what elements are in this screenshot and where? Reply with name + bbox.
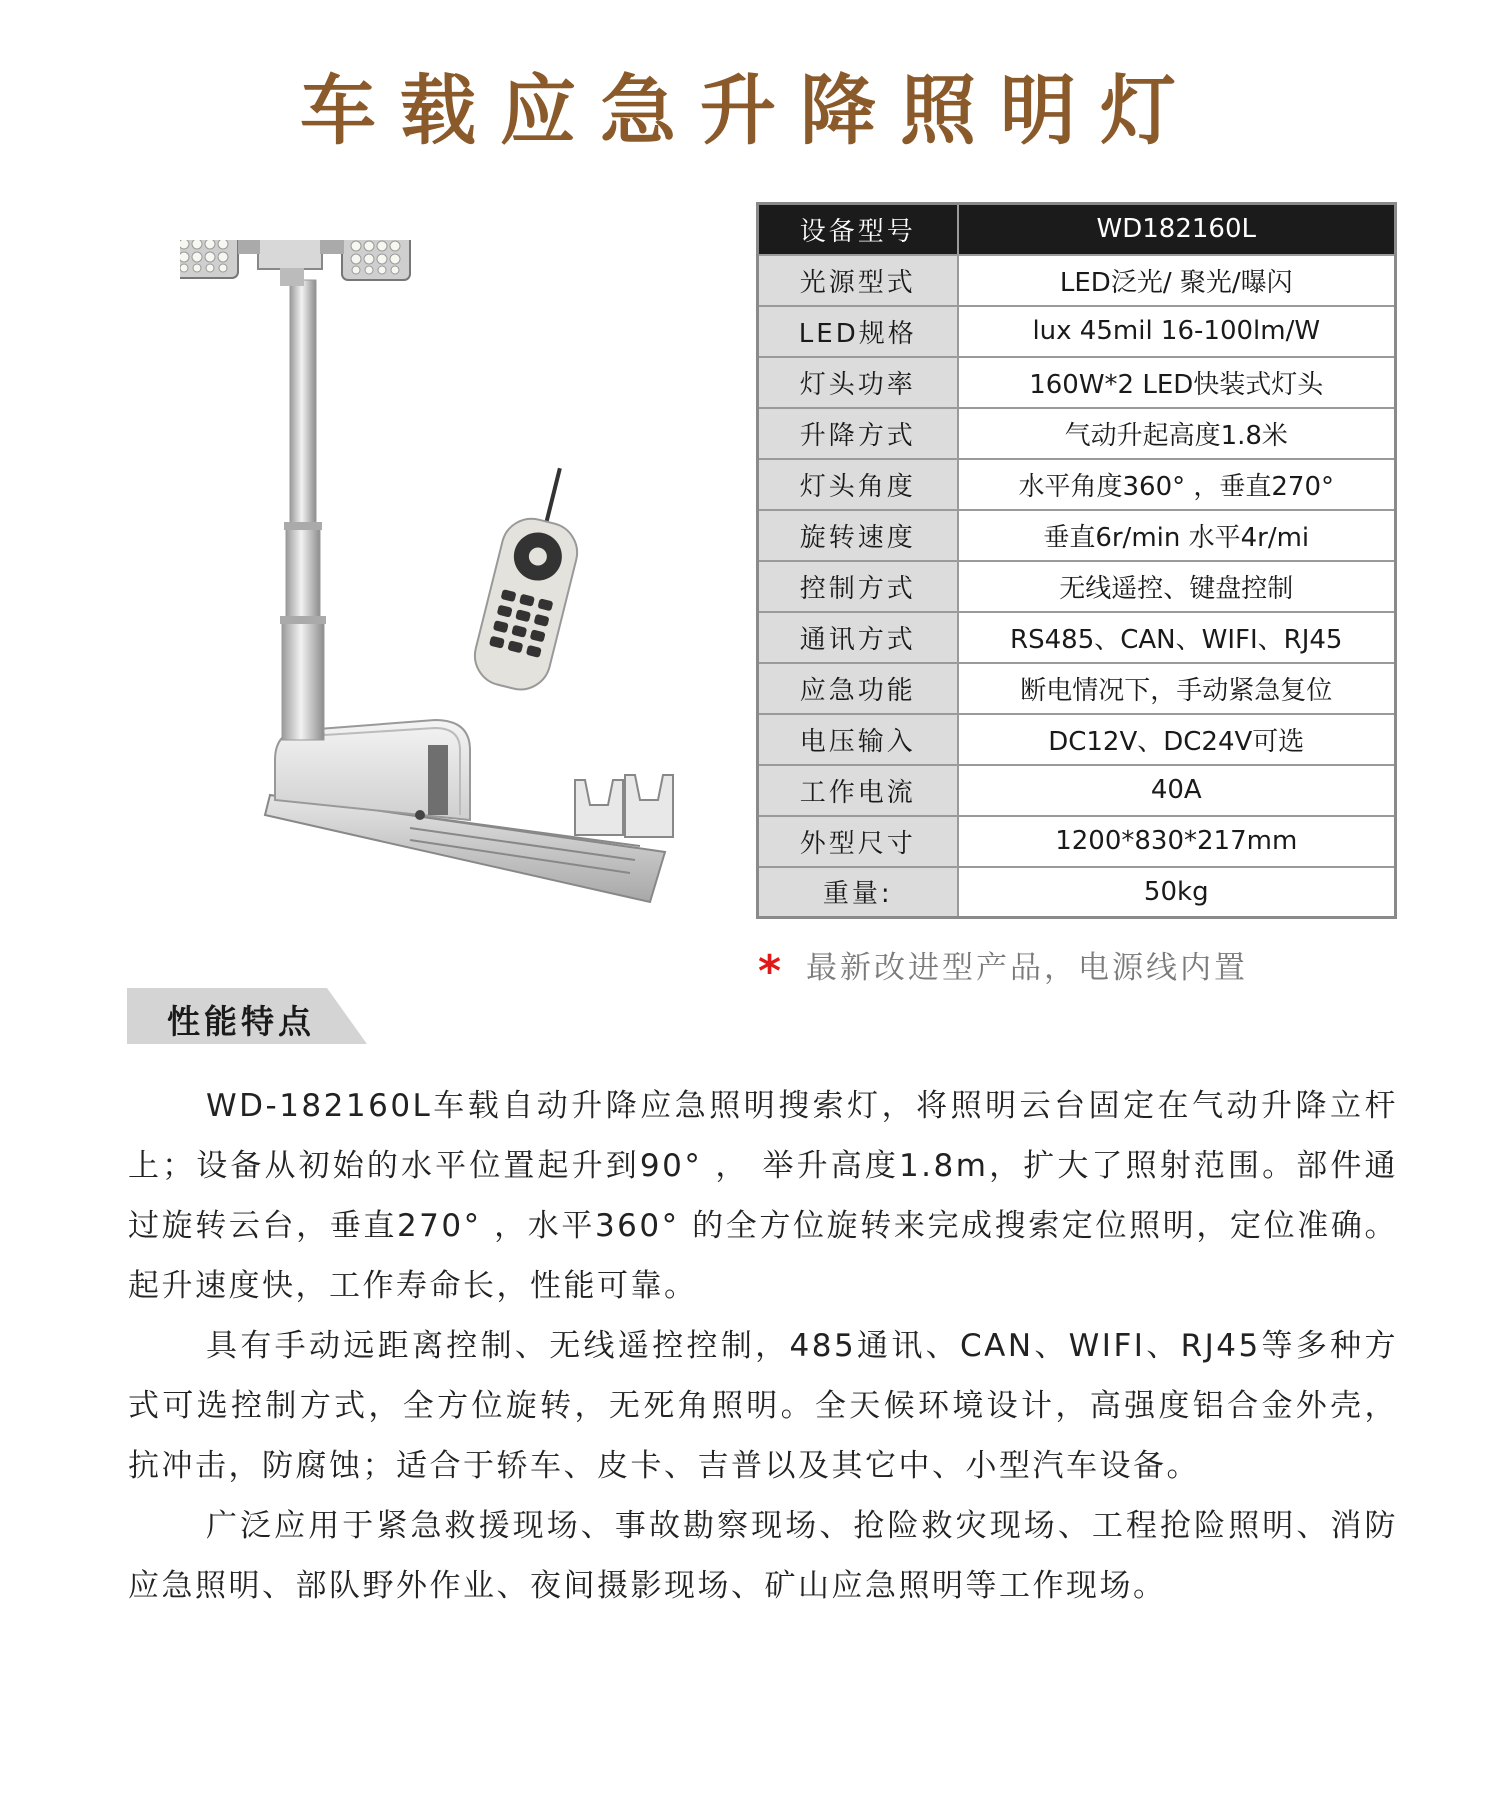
paragraph: 广泛应用于紧急救援现场、事故勘察现场、抢险救灾现场、工程抢险照明、消防应急照明、部队野外作业、夜间摄影现场、矿山应急照明等工作现场。: [128, 1508, 1398, 1604]
table-row: [758, 408, 1396, 459]
spec-value: 无线遥控、键盘控制: [958, 561, 1396, 612]
product-image: [180, 240, 700, 930]
spec-label: 控制方式: [758, 561, 958, 612]
product-note: [758, 938, 1249, 997]
section-title: 性能特点: [167, 1002, 315, 1041]
spec-label: 通讯方式: [758, 612, 958, 663]
table-row: [758, 612, 1396, 663]
spec-value: WD182160L: [958, 204, 1396, 255]
spec-value: 气动升起高度1.8米: [958, 408, 1396, 459]
table-row: [758, 357, 1396, 408]
spec-table: [756, 202, 1397, 919]
star-icon: *: [758, 946, 785, 997]
spec-value: RS485、CAN、WIFI、RJ45: [958, 612, 1396, 663]
table-row: [758, 306, 1396, 357]
page-title: 车载应急升降照明灯: [300, 66, 1200, 155]
spec-label: 旋转速度: [758, 510, 958, 561]
note-text: 最新改进型产品，电源线内置: [806, 950, 1249, 986]
spec-value: 水平角度360° ，垂直270°: [958, 459, 1396, 510]
spec-label: 灯头角度: [758, 459, 958, 510]
spec-value: 1200*830*217mm: [958, 816, 1396, 867]
spec-label: 电压输入: [758, 714, 958, 765]
table-row: [758, 816, 1396, 867]
table-row: [758, 510, 1396, 561]
paragraph: 具有手动远距离控制、无线遥控控制，485通讯、CAN、WIFI、RJ45等多种方式可选控制方式，全方位旋转，无死角照明。全天候环境设计，高强度铝合金外壳，抗冲击，防腐蚀；适合于轿车、皮卡、吉普以及其它中、小型汽车设备。: [128, 1328, 1398, 1484]
spec-label: 外型尺寸: [758, 816, 958, 867]
description: [128, 1076, 1398, 1616]
paragraph: WD-182160L车载自动升降应急照明搜索灯，将照明云台固定在气动升降立杆上；设备从初始的水平位置起升到90° ， 举升高度1.8m，扩大了照射范围。部件通过旋转云台，垂直270° ，水平360° 的全方位旋转来完成搜索定位照明，定位准确。起升速度快，工作寿命长，性能可靠。: [128, 1088, 1398, 1304]
spec-value: lux 45mil 16-100lm/W: [958, 306, 1396, 357]
table-row: [758, 867, 1396, 918]
spec-label: 光源型式: [758, 255, 958, 306]
spec-value: 160W*2 LED快装式灯头: [958, 357, 1396, 408]
spec-label: 工作电流: [758, 765, 958, 816]
section-header: [127, 988, 367, 1044]
spec-label: 升降方式: [758, 408, 958, 459]
table-row: [758, 255, 1396, 306]
spec-value: 断电情况下，手动紧急复位: [958, 663, 1396, 714]
table-row: [758, 561, 1396, 612]
table-row: [758, 765, 1396, 816]
spec-label: 重量:: [758, 867, 958, 918]
spec-value: 垂直6r/min 水平4r/mi: [958, 510, 1396, 561]
spec-value: DC12V、DC24V可选: [958, 714, 1396, 765]
table-row: [758, 714, 1396, 765]
spec-label: 设备型号: [758, 204, 958, 255]
spec-value: LED泛光/ 聚光/曝闪: [958, 255, 1396, 306]
spec-label: 应急功能: [758, 663, 958, 714]
spec-value: 40A: [958, 765, 1396, 816]
spec-label: LED规格: [758, 306, 958, 357]
spec-value: 50kg: [958, 867, 1396, 918]
table-row: [758, 204, 1396, 255]
table-row: [758, 663, 1396, 714]
spec-label: 灯头功率: [758, 357, 958, 408]
table-row: [758, 459, 1396, 510]
